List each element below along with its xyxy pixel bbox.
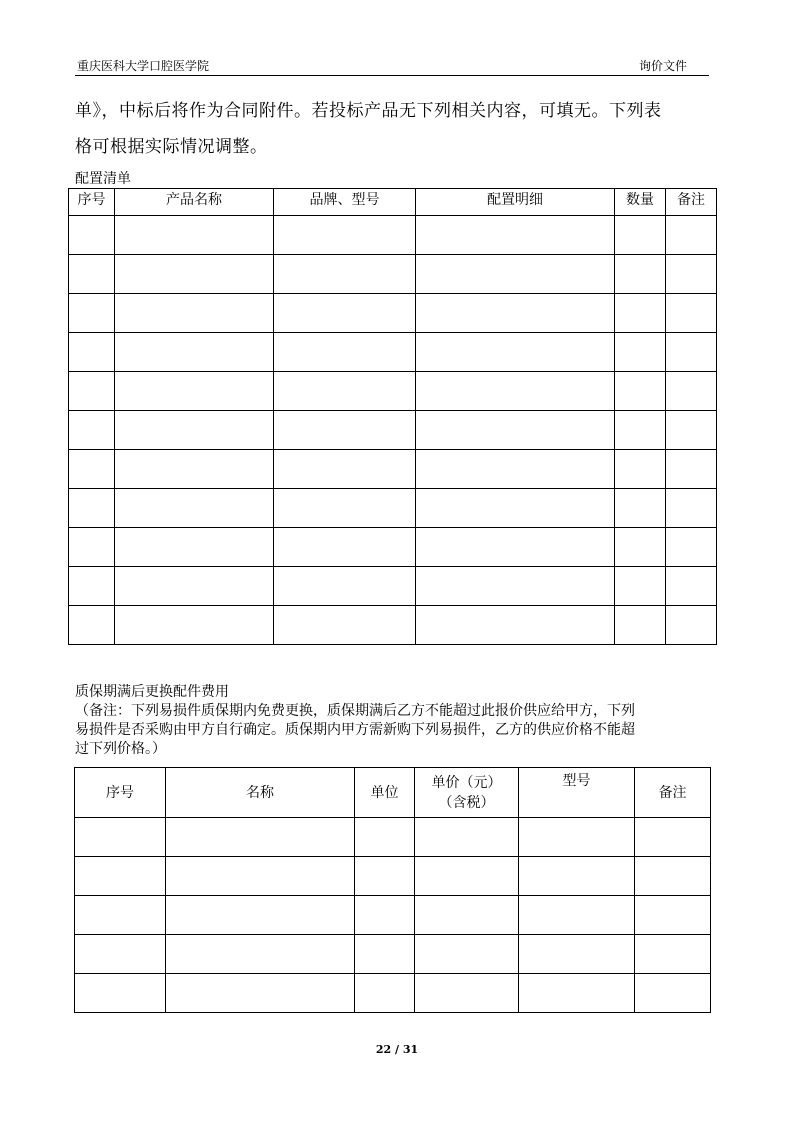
table-cell bbox=[274, 450, 416, 489]
tax-included-label: （含税） bbox=[438, 794, 495, 811]
table-cell bbox=[115, 489, 274, 528]
table-cell bbox=[666, 489, 717, 528]
table-cell bbox=[519, 896, 635, 935]
parts-note-line-2: 易损件是否采购由甲方自行确定。质保期内甲方需新购下列易损件，乙方的供应价格不能超 bbox=[75, 722, 635, 738]
table-cell bbox=[415, 974, 519, 1013]
table-cell bbox=[274, 567, 416, 606]
table-cell bbox=[115, 333, 274, 372]
table-cell bbox=[115, 255, 274, 294]
table-cell bbox=[416, 528, 615, 567]
config-table-caption: 配置清单 bbox=[75, 171, 131, 187]
table-cell bbox=[615, 333, 666, 372]
table-cell bbox=[69, 489, 115, 528]
table-cell bbox=[416, 489, 615, 528]
table-cell bbox=[666, 450, 717, 489]
col-header-config-detail: 配置明细 bbox=[416, 189, 615, 216]
table-cell bbox=[69, 294, 115, 333]
col-header-remark: 备注 bbox=[666, 189, 717, 216]
table-cell bbox=[274, 489, 416, 528]
table-cell bbox=[115, 450, 274, 489]
config-table-header-row bbox=[69, 189, 717, 216]
parts-col-header-unit: 单位 bbox=[355, 768, 415, 818]
table-cell bbox=[615, 372, 666, 411]
table-cell bbox=[415, 935, 519, 974]
table-cell bbox=[635, 935, 711, 974]
table-cell bbox=[615, 411, 666, 450]
table-cell bbox=[416, 567, 615, 606]
table-cell bbox=[416, 450, 615, 489]
table-cell bbox=[416, 372, 615, 411]
table-cell bbox=[69, 255, 115, 294]
table-cell bbox=[115, 411, 274, 450]
parts-col-header-seq: 序号 bbox=[75, 768, 166, 818]
header-institution: 重庆医科大学口腔医学院 bbox=[77, 59, 210, 73]
parts-table-header-row bbox=[75, 768, 711, 818]
table-cell bbox=[666, 372, 717, 411]
page-number: 22 / 31 bbox=[375, 1043, 419, 1056]
table-cell bbox=[69, 333, 115, 372]
col-header-brand-model: 品牌、型号 bbox=[274, 189, 416, 216]
table-cell bbox=[666, 255, 717, 294]
intro-line-1: 单》，中标后将作为合同附件。若投标产品无下列相关内容，可填无。下列表 bbox=[75, 101, 662, 121]
table-cell bbox=[615, 606, 666, 645]
table-cell bbox=[115, 528, 274, 567]
table-cell bbox=[75, 974, 166, 1013]
config-table-row bbox=[69, 528, 717, 567]
table-cell bbox=[416, 255, 615, 294]
table-cell bbox=[635, 974, 711, 1013]
table-cell bbox=[416, 216, 615, 255]
table-cell bbox=[274, 372, 416, 411]
table-cell bbox=[666, 567, 717, 606]
table-cell bbox=[355, 974, 415, 1013]
config-table-row bbox=[69, 216, 717, 255]
intro-paragraph bbox=[75, 93, 715, 165]
table-cell bbox=[69, 372, 115, 411]
parts-col-header-name: 名称 bbox=[166, 768, 355, 818]
table-cell bbox=[416, 333, 615, 372]
table-cell bbox=[666, 528, 717, 567]
table-cell bbox=[415, 857, 519, 896]
table-cell bbox=[615, 567, 666, 606]
table-cell bbox=[666, 333, 717, 372]
table-cell bbox=[166, 974, 355, 1013]
table-cell bbox=[274, 606, 416, 645]
table-cell bbox=[666, 411, 717, 450]
table-cell bbox=[635, 857, 711, 896]
parts-table-body bbox=[75, 818, 711, 1013]
config-table-row bbox=[69, 489, 717, 528]
parts-section bbox=[75, 683, 725, 759]
table-cell bbox=[635, 896, 711, 935]
table-cell bbox=[115, 216, 274, 255]
table-cell bbox=[69, 606, 115, 645]
table-cell bbox=[355, 935, 415, 974]
table-cell bbox=[615, 255, 666, 294]
table-cell bbox=[519, 857, 635, 896]
table-cell bbox=[69, 450, 115, 489]
table-cell bbox=[274, 411, 416, 450]
table-cell bbox=[416, 294, 615, 333]
config-table bbox=[68, 188, 717, 645]
config-table-row bbox=[69, 567, 717, 606]
page-header bbox=[75, 55, 709, 76]
table-cell bbox=[274, 528, 416, 567]
table-cell bbox=[415, 896, 519, 935]
table-cell bbox=[615, 450, 666, 489]
parts-table-row bbox=[75, 818, 711, 857]
table-cell bbox=[69, 528, 115, 567]
table-cell bbox=[75, 935, 166, 974]
table-cell bbox=[615, 294, 666, 333]
table-cell bbox=[166, 818, 355, 857]
table-cell bbox=[75, 818, 166, 857]
table-cell bbox=[519, 935, 635, 974]
table-cell bbox=[519, 818, 635, 857]
table-cell bbox=[666, 216, 717, 255]
intro-line-2: 格可根据实际情况调整。 bbox=[75, 137, 268, 157]
parts-table-row bbox=[75, 857, 711, 896]
table-cell bbox=[75, 857, 166, 896]
table-cell bbox=[115, 567, 274, 606]
table-cell bbox=[274, 294, 416, 333]
table-cell bbox=[666, 294, 717, 333]
table-cell bbox=[115, 372, 274, 411]
config-table-row bbox=[69, 450, 717, 489]
table-cell bbox=[69, 216, 115, 255]
config-table-row bbox=[69, 255, 717, 294]
col-header-quantity: 数量 bbox=[615, 189, 666, 216]
table-cell bbox=[415, 818, 519, 857]
table-cell bbox=[274, 333, 416, 372]
config-table-row bbox=[69, 411, 717, 450]
parts-col-header-unit-price bbox=[415, 768, 519, 818]
table-cell bbox=[416, 606, 615, 645]
config-table-row bbox=[69, 372, 717, 411]
parts-table bbox=[74, 767, 711, 1013]
col-header-seq: 序号 bbox=[69, 189, 115, 216]
table-cell bbox=[166, 857, 355, 896]
header-doc-type: 询价文件 bbox=[638, 59, 687, 73]
table-cell bbox=[615, 216, 666, 255]
table-cell bbox=[166, 935, 355, 974]
table-cell bbox=[635, 818, 711, 857]
config-table-body bbox=[69, 216, 717, 645]
table-cell bbox=[355, 896, 415, 935]
table-cell bbox=[666, 606, 717, 645]
table-cell bbox=[69, 411, 115, 450]
table-cell bbox=[69, 567, 115, 606]
table-cell bbox=[274, 255, 416, 294]
parts-table-row bbox=[75, 896, 711, 935]
config-table-row bbox=[69, 333, 717, 372]
parts-note-line-1: （备注：下列易损件质保期内免费更换，质保期满后乙方不能超过此报价供应给甲方，下列 bbox=[75, 703, 635, 719]
config-table-row bbox=[69, 606, 717, 645]
table-cell bbox=[115, 294, 274, 333]
table-cell bbox=[115, 606, 274, 645]
table-cell bbox=[274, 216, 416, 255]
parts-table-row bbox=[75, 935, 711, 974]
table-cell bbox=[75, 896, 166, 935]
table-cell bbox=[355, 818, 415, 857]
parts-col-header-model: 型号 bbox=[519, 768, 635, 818]
parts-note-line-3: 过下列价格。） bbox=[75, 741, 166, 757]
table-cell bbox=[615, 489, 666, 528]
parts-section-title: 质保期满后更换配件费用 bbox=[75, 684, 229, 700]
table-cell bbox=[615, 528, 666, 567]
unit-price-label: 单价（元） bbox=[431, 774, 502, 791]
table-cell bbox=[166, 896, 355, 935]
table-cell bbox=[416, 411, 615, 450]
config-table-row bbox=[69, 294, 717, 333]
parts-col-header-remark: 备注 bbox=[635, 768, 711, 818]
table-cell bbox=[355, 857, 415, 896]
col-header-product-name: 产品名称 bbox=[115, 189, 274, 216]
table-cell bbox=[519, 974, 635, 1013]
parts-table-row bbox=[75, 974, 711, 1013]
